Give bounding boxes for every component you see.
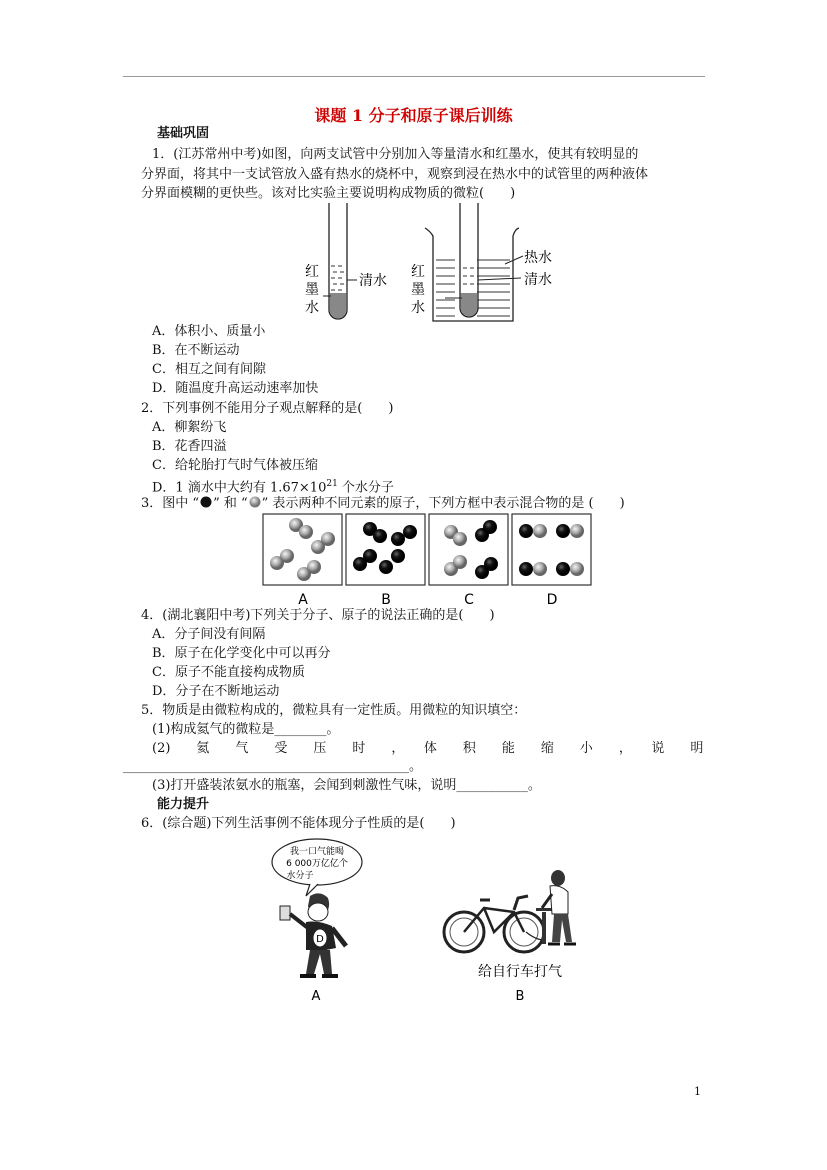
gray-atom-icon — [248, 496, 262, 508]
q1-option-d: D．随温度升高运动速率加快 — [152, 381, 319, 396]
q1-line-3: 分界面模糊的更快些。该对比实验主要说明构成物质的微粒( ) — [141, 186, 516, 201]
label-hong-1: 红 — [305, 264, 319, 280]
q4-option-d: D．分子在不断地运动 — [152, 684, 280, 699]
page-number: 1 — [694, 1085, 701, 1098]
page-title: 课题 1 分子和原子课后训练 — [314, 106, 513, 125]
q2-option-b: B．花香四溢 — [152, 439, 227, 454]
bubble-line-3: 水分子 — [286, 871, 314, 881]
box-a — [263, 514, 342, 585]
label-qingshui-1: 清水 — [359, 273, 387, 289]
q6-label-b: B — [515, 989, 525, 1004]
q2-option-d-prefix: D．1 滴水中大约有 1.67×10 — [152, 480, 327, 496]
black-atom-icon — [199, 496, 213, 508]
label-reshui: 热水 — [524, 250, 552, 266]
box-b — [346, 514, 425, 585]
q6-figure-b — [440, 862, 600, 1006]
q1-line-1: 1．(江苏常州中考)如图，向两支试管中分别加入等量清水和红墨水，使其有较明显的 — [152, 147, 639, 162]
q3-particle-boxes — [260, 512, 596, 607]
box-label-b: B — [381, 592, 391, 607]
q5-sub-3: (3)打开盛装浓氨水的瓶塞，会闻到刺激性气味，说明___________。 — [152, 778, 541, 793]
label-qingshui-2: 清水 — [524, 272, 552, 288]
q1-option-a: A．体积小、质量小 — [152, 324, 266, 339]
q1-option-b: B．在不断运动 — [152, 343, 240, 358]
header-rule — [123, 76, 705, 77]
q2-option-c: C．给轮胎打气时气体被压缩 — [152, 458, 318, 473]
q6-figure-a — [262, 838, 372, 1006]
box-label-a: A — [298, 592, 308, 607]
q1-line-2: 分界面，将其中一支试管放入盛有热水的烧杯中，观察到浸在热水中的试管里的两种液体 — [141, 167, 649, 182]
q4-option-b: B．原子在化学变化中可以再分 — [152, 646, 331, 661]
bubble-line-1: 我一口气能喝 — [289, 847, 345, 857]
q2-option-d-exponent: 21 — [326, 479, 338, 489]
q6-caption-b: 给自行车打气 — [478, 964, 562, 980]
boy-drinking-illustration — [280, 893, 346, 976]
label-hong-2: 红 — [411, 264, 425, 280]
bicycle-pump-illustration — [444, 870, 576, 952]
section-heading-basic: 基础巩固 — [157, 126, 210, 141]
q5-sub-2-blank: ____________________________________________。 — [123, 759, 422, 774]
label-mo-2: 墨 — [411, 282, 425, 298]
q3-stem-part-c: ” 表示两种不同元素的原子，下列方框中表示混合物的是 ( ) — [261, 496, 625, 511]
q2-option-a: A．柳絮纷飞 — [152, 420, 227, 435]
q1-option-c: C．相互之间有间隙 — [152, 362, 266, 377]
label-shui-1: 水 — [305, 300, 319, 316]
q4-option-a: A．分子间没有间隔 — [152, 627, 266, 642]
box-label-d: D — [546, 592, 558, 607]
q6-stem: 6．(综合题)下列生活事例不能体现分子性质的是( ) — [141, 816, 456, 831]
section-heading-advanced: 能力提升 — [157, 797, 210, 812]
q2-option-d-suffix: 个水分子 — [337, 480, 394, 496]
label-mo-1: 墨 — [305, 282, 319, 298]
q3-stem-part-b: ” 和 “ — [213, 496, 248, 511]
q5-sub-1: (1)构成氦气的微粒是________。 — [152, 722, 340, 737]
q4-option-c: C．原子不能直接构成物质 — [152, 665, 305, 680]
box-c — [429, 514, 508, 585]
svg-text:D: D — [316, 934, 324, 945]
q4-stem: 4．(湖北襄阳中考)下列关于分子、原子的说法正确的是( ) — [141, 608, 495, 623]
q5-stem: 5．物质是由微粒构成的，微粒具有一定性质。用微粒的知识填空： — [141, 703, 527, 718]
q3-stem — [141, 494, 625, 513]
q2-stem: 2．下列事例不能用分子观点解释的是( ) — [141, 401, 394, 416]
label-shui-2: 水 — [411, 300, 425, 316]
box-d — [512, 514, 591, 585]
left-test-tube — [323, 203, 357, 319]
beaker — [425, 203, 523, 321]
q6-label-a: A — [311, 989, 321, 1004]
q5-sub-2: (2) 氦 气 受 压 时 ， 体 积 能 缩 小 ， 说 明 — [152, 741, 704, 756]
q3-stem-part-a: 3．图中 “ — [141, 496, 200, 511]
box-label-c: C — [464, 592, 474, 607]
q1-test-tube-figure — [295, 198, 565, 326]
speech-bubble — [272, 839, 362, 896]
bubble-line-2: 6 000万亿亿个 — [286, 859, 348, 869]
